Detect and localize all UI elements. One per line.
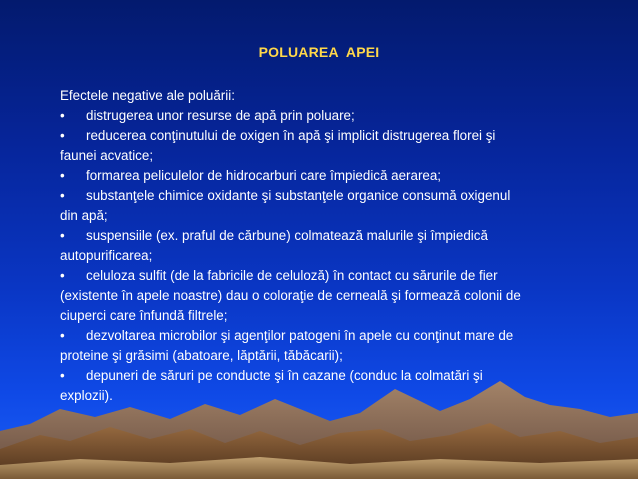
bullet-icon: • xyxy=(60,228,65,243)
list-item-continuation: faunei acvatice; xyxy=(60,148,154,163)
bullet-icon: • xyxy=(60,268,65,283)
list-item-text: distrugerea unor resurse de apă prin poluare; xyxy=(86,108,355,123)
bullet-icon: • xyxy=(60,108,65,123)
intro-text: Efectele negative ale poluării: xyxy=(60,88,235,103)
list-item-continuation: (existente în apele noastre) dau o coloraţie de cerneală şi formează colonii de xyxy=(60,288,521,303)
list-item-text: substanţele chimice oxidante şi substanţele organice consumă oxigenul xyxy=(86,188,511,203)
list-item xyxy=(60,226,620,246)
list-item-continuation: din apă; xyxy=(60,208,108,223)
list-item-text: depuneri de săruri pe conducte şi în cazane (conduc la colmatări şi xyxy=(86,368,483,383)
list-item-text: celuloza sulfit (de la fabricile de celuloză) în contact cu sărurile de fier xyxy=(86,268,498,283)
list-item xyxy=(60,126,620,146)
bullet-icon: • xyxy=(60,128,65,143)
bullet-icon: • xyxy=(60,328,65,343)
list-item xyxy=(60,106,620,126)
list-item xyxy=(60,326,620,346)
list-item xyxy=(60,186,620,206)
list-item-continuation: proteine şi grăsimi (abatoare, lăptării, tăbăcarii); xyxy=(60,348,343,363)
list-item-continuation: autopurificarea; xyxy=(60,248,153,263)
list-item-continuation: explozii). xyxy=(60,388,113,403)
list-item-text: formarea peliculelor de hidrocarburi care împiedică aerarea; xyxy=(86,168,442,183)
list-item xyxy=(60,266,620,286)
list-item xyxy=(60,366,620,386)
list-item-continuation: ciuperci care înfundă filtrele; xyxy=(60,308,228,323)
list-item xyxy=(60,166,620,186)
bullet-icon: • xyxy=(60,368,65,383)
slide-body xyxy=(60,86,620,406)
list-item-text: dezvoltarea microbilor şi agenţilor patogeni în apele cu conţinut mare de xyxy=(86,328,514,343)
bullet-icon: • xyxy=(60,188,65,203)
list-item-text: suspensiile (ex. praful de cărbune) colmatează malurile şi împiedică xyxy=(86,228,488,243)
bullet-icon: • xyxy=(60,168,65,183)
slide-title: POLUAREA APEI xyxy=(258,44,380,60)
list-item-text: reducerea conţinutului de oxigen în apă şi implicit distrugerea florei şi xyxy=(86,128,496,143)
